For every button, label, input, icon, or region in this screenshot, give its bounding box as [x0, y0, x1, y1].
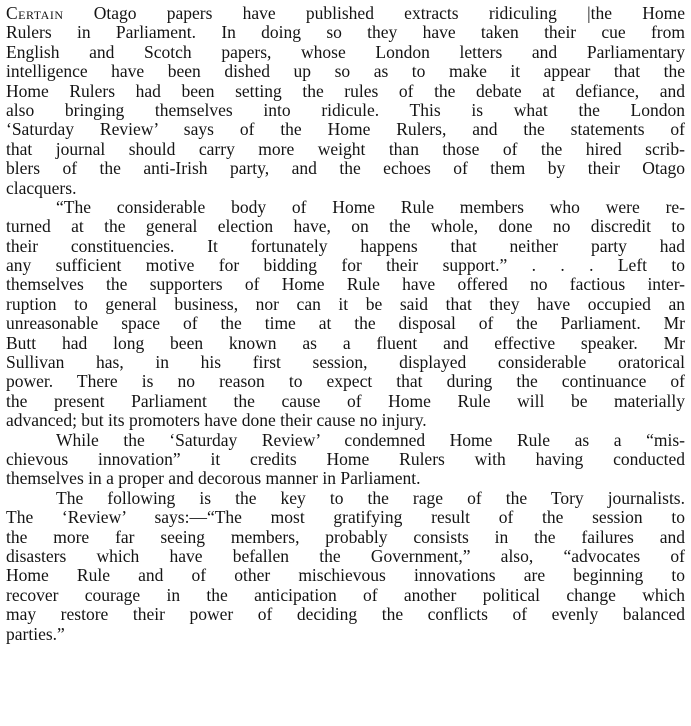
text-line: blers of the anti-Irish party, and the echoes of them by their Otago — [6, 158, 685, 179]
text-line: Certain Otago papers have published extracts ridiculing |the Home — [6, 3, 685, 23]
text-line: themselves in a proper and decorous manner in Parliament. — [6, 468, 421, 489]
text-line: clacquers. — [6, 177, 77, 198]
text-line: power. There is no reason to expect that during the continuance of — [6, 371, 685, 392]
text-line: unreasonable space of the time at the disposal of the Parliament. Mr — [6, 313, 685, 334]
text-line: advanced; but its promoters have done their cause no injury. — [6, 410, 427, 431]
text-line: that journal should carry more weight than those of the hired scrib- — [6, 138, 685, 159]
text-line: Home Rule and of other mischievous innovations are beginning to — [6, 565, 685, 586]
paragraph-3 — [6, 431, 685, 489]
opening-word: Certain — [6, 3, 64, 23]
text-line: While the ‘Saturday Review’ condemned Home Rule as a “mis- — [56, 429, 685, 450]
text-line: disasters which have befallen the Government,” also, “advocates of — [6, 545, 685, 566]
text-line: may restore their power of deciding the conflicts of evenly balanced — [6, 604, 685, 625]
text-line: Sullivan has, in his first session, displayed considerable oratorical — [6, 352, 685, 373]
text-line: their constituencies. It fortunately happens that neither party had — [6, 235, 685, 256]
text-line: Home Rulers had been setting the rules of the debate at defiance, and — [6, 80, 685, 101]
text-line: also bringing themselves into ridicule. This is what the London — [6, 99, 685, 120]
text-line: parties.” — [6, 623, 65, 644]
text-line: turned at the general election have, on the whole, done no discredit to — [6, 216, 685, 237]
text-line: recover courage in the anticipation of another political change which — [6, 584, 685, 605]
text-line: any sufficient motive for bidding for their support.” . . . Left to — [6, 255, 685, 276]
text-line: ruption to general business, nor can it be said that they have occupied an — [6, 293, 685, 314]
text-line: the present Parliament the cause of Home Rule will be materially — [6, 390, 685, 411]
text-line: English and Scotch papers, whose London letters and Parliamentary — [6, 41, 685, 62]
text-line: the more far seeing members, probably consists in the failures and — [6, 526, 685, 547]
text-line: The following is the key to the rage of the Tory journalists. — [56, 487, 685, 508]
text-line: intelligence have been dished up so as to make it appear that the — [6, 61, 685, 82]
text-line: The ‘Review’ says:—“The most gratifying result of the session to — [6, 507, 685, 528]
text-line: themselves the supporters of Home Rule have offered no factious inter- — [6, 274, 685, 295]
paragraph-4 — [6, 489, 685, 644]
paragraph-1 — [6, 4, 685, 198]
text-line: ‘Saturday Review’ says of the Home Rulers, and the statements of — [6, 119, 685, 140]
paragraph-2 — [6, 198, 685, 431]
text-line: chievous innovation” it credits Home Rulers with having conducted — [6, 448, 685, 469]
text-line: Rulers in Parliament. In doing so they have taken their cue from — [6, 22, 685, 43]
text-line: “The considerable body of Home Rule members who were re- — [56, 196, 685, 217]
text-line: Butt had long been known as a fluent and effective speaker. Mr — [6, 332, 685, 353]
